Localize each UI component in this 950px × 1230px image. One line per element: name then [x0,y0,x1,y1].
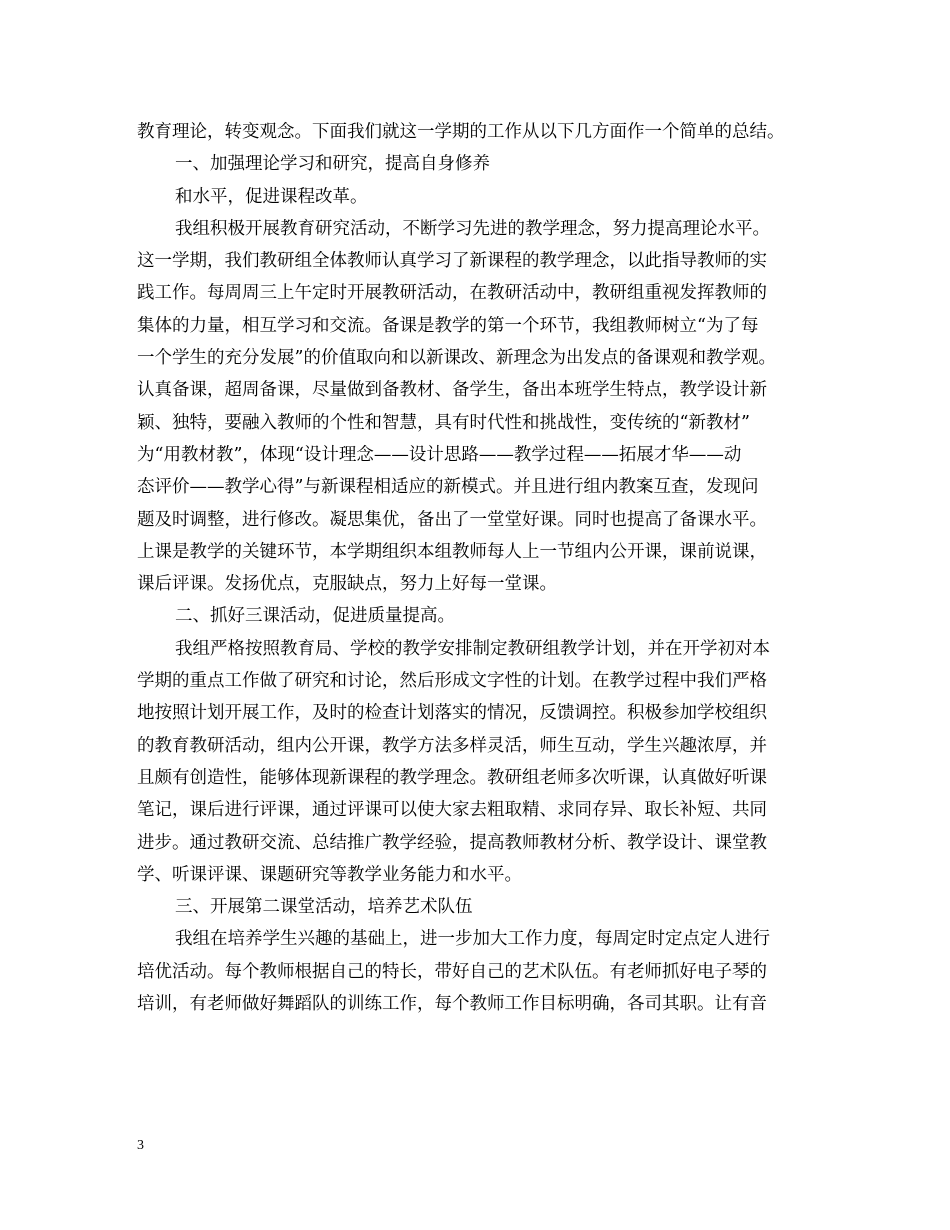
text-line: 教育理论，转变观念。下面我们就这一学期的工作从以下几方面作一个简单的总结。 [137,122,785,142]
text-line: 题及时调整，进行修改。凝思集优，备出了一堂堂好课。同时也提高了备课水平。 [137,509,767,530]
text-line: 态评价——教学心得”与新课程相适应的新模式。并且进行组内教案互查，发现问 [137,477,759,498]
text-line: 一个学生的充分发展”的价值取向和以新课改、新理念为出发点的备课观和教学观。 [137,348,776,369]
document-body [137,116,817,1020]
text-line: 进步。通过教研交流、总结推广教学经验，提高教师教材分析、教学设计、课堂教 [137,832,767,853]
text-line: 培优活动。每个教师根据自己的特长，带好自己的艺术队伍。有老师抓好电子琴的 [137,961,767,982]
text-line: 学期的重点工作做了研究和讨论，然后形成文字性的计划。在教学过程中我们严格 [137,671,767,692]
text-line: 这一学期，我们教研组全体教师认真学习了新课程的教学理念，以此指导教师的实 [137,251,767,272]
text-line: 课后评课。发扬优点，克服缺点，努力上好每一堂课。 [137,574,557,595]
text-line: 认真备课，超周备课，尽量做到备教材、备学生，备出本班学生特点，教学设计新 [137,380,767,401]
text-line: 地按照计划开展工作，及时的检查计划落实的情况，反馈调控。积极参加学校组织 [137,703,767,724]
text-line: 践工作。每周周三上午定时开展教研活动，在教研活动中，教研组重视发挥教师的 [137,283,767,304]
paragraph-start-line: 三、开展第二课堂活动，培养艺术队伍 [175,897,473,918]
paragraph-start-line: 我组在培养学生兴趣的基础上，进一步加大工作力度，每周定时定点定人进行 [175,929,770,950]
page-number: 3 [137,1138,144,1153]
text-line: 学、听课评课、课题研究等教学业务能力和水平。 [137,864,522,885]
text-line: 的教育教研活动，组内公开课，教学方法多样灵活，师生互动，学生兴趣浓厚，并 [137,735,767,756]
text-line: 且颇有创造性，能够体现新课程的教学理念。教研组老师多次听课，认真做好听课 [137,767,767,788]
text-line: 颖、独特，要融入教师的个性和智慧，具有时代性和挑战性，变传统的“新教材” [137,412,750,433]
text-line: 为“用教材教”，体现“设计理念——设计思路——教学过程——拓展才华——动 [137,444,742,465]
text-line: 上课是教学的关键环节，本学期组织本组教师每人上一节组内公开课，课前说课， [137,541,767,562]
text-line: 集体的力量，相互学习和交流。备课是教学的第一个环节，我组教师树立“为了每 [137,315,759,336]
paragraph-start-line: 和水平，促进课程改革。 [175,186,368,207]
text-line: 培训，有老师做好舞蹈队的训练工作，每个教师工作目标明确，各司其职。让有音 [137,994,767,1015]
text-line: 笔记，课后进行评课，通过评课可以使大家去粗取精、求同存异、取长补短、共同 [137,800,767,821]
paragraph-start-line: 我组积极开展教育研究活动，不断学习先进的教学理念，努力提高理论水平。 [175,218,770,239]
paragraph-start-line: 二、抓好三课活动，促进质量提高。 [175,606,455,627]
paragraph-start-line: 一、加强理论学习和研究，提高自身修养 [175,154,490,175]
paragraph-start-line: 我组严格按照教育局、学校的教学安排制定教研组教学计划，并在开学初对本 [175,638,770,659]
